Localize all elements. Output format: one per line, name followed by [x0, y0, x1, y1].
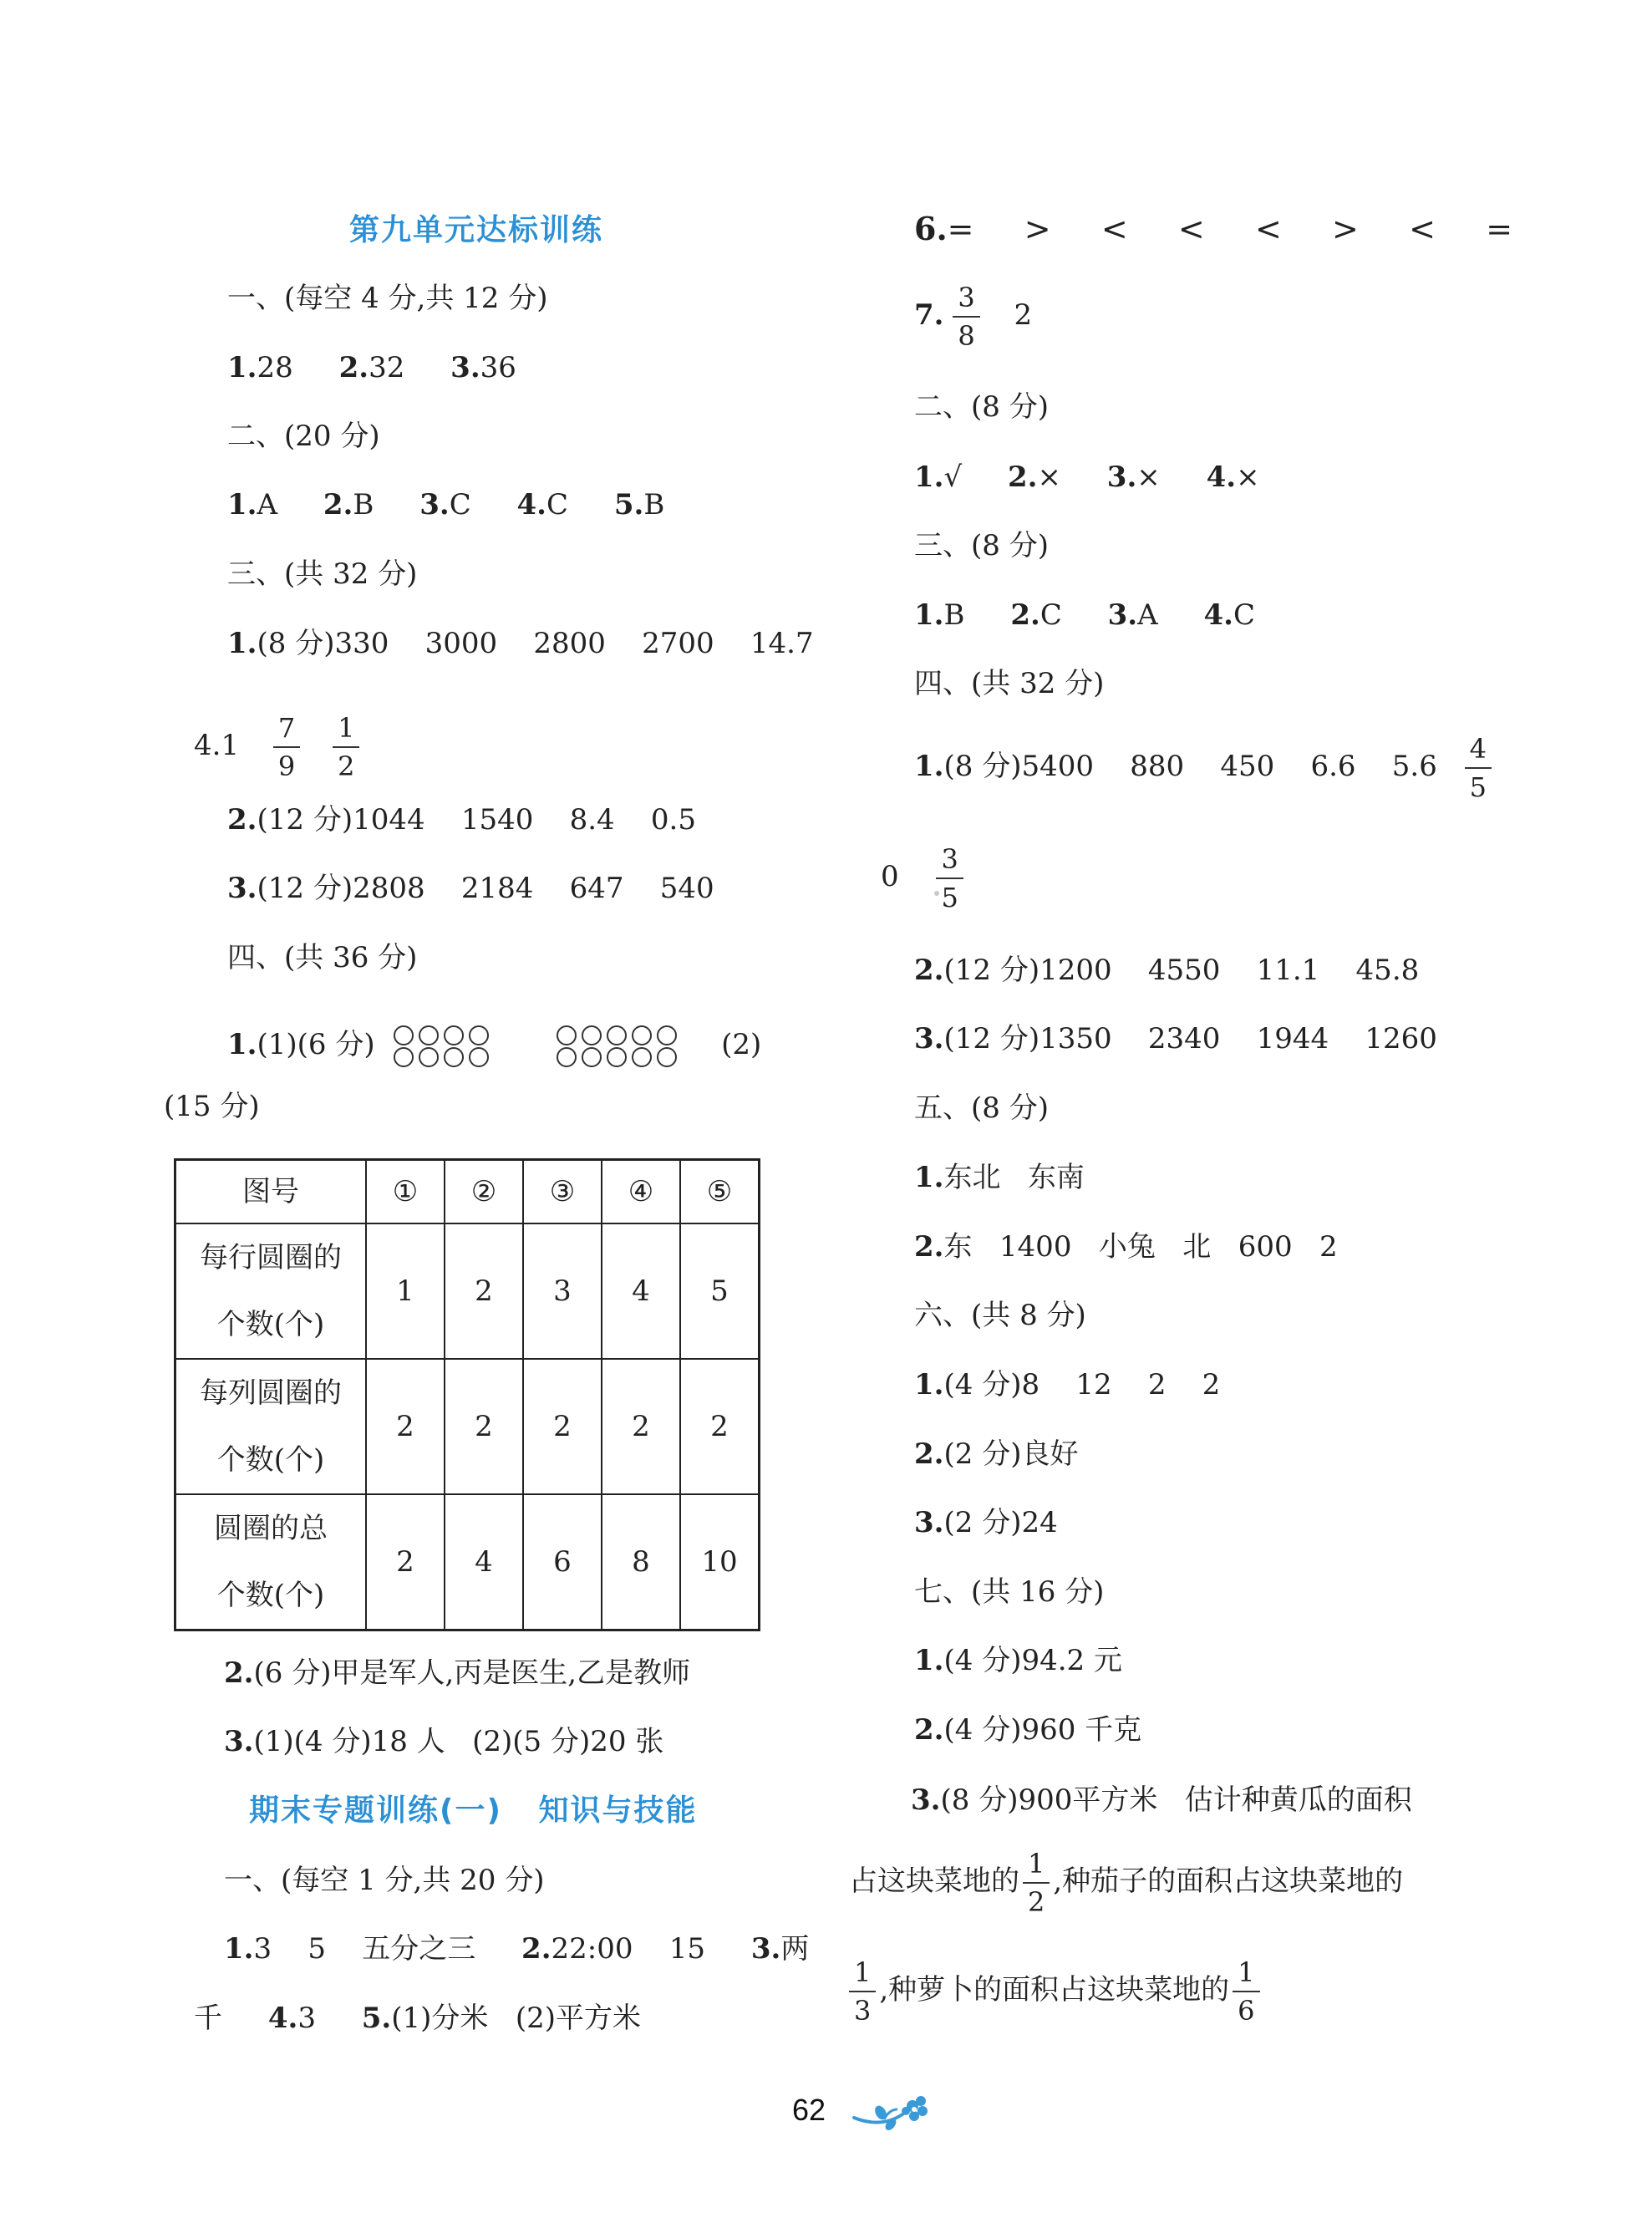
table-cell: 2 [366, 1494, 445, 1630]
left-s3-q1 [227, 627, 814, 660]
answer-number: 3. [450, 351, 480, 384]
question-number: 2. [224, 1656, 254, 1690]
question-number: 3. [911, 1783, 941, 1817]
answer-number: 2. [1010, 598, 1040, 632]
answer-text: (1)(4 分)18 人 (2)(5 分)20 张 [253, 1725, 664, 1758]
answer-value: × [1136, 460, 1161, 494]
right-s7-q3 [911, 1783, 1412, 1817]
answer-text: 22:00 15 [551, 1932, 706, 1966]
right-s7-q2 [914, 1713, 1141, 1747]
answer-text: 两 [780, 1932, 810, 1966]
answer-value: A [1137, 598, 1158, 632]
question-number: 3. [227, 872, 257, 905]
fraction-numerator: 3 [953, 284, 979, 318]
fraction-numerator: 4 [1465, 735, 1492, 769]
right-section-3-answers [914, 598, 1255, 632]
answer-text: (2 分)良好 [943, 1437, 1079, 1471]
answer-text: 0 [881, 860, 899, 893]
fraction-denominator: 5 [941, 882, 958, 913]
fraction-denominator: 3 [854, 1995, 872, 2027]
table-header-cell: ③ [523, 1160, 602, 1224]
row-label-line: 圆圈的总 [214, 1512, 328, 1545]
right-s4-q2 [914, 954, 1419, 987]
left-s4-q1 [227, 1021, 761, 1067]
question-number: 1. [914, 1644, 944, 1677]
fraction [953, 282, 979, 352]
answer-text: (8 分)900平方米 估计种黄瓜的面积 [940, 1783, 1412, 1817]
circle-figure-2 [557, 1025, 682, 1067]
left-s3-q2 [227, 803, 696, 837]
right-s4-q1-continued [881, 843, 970, 913]
question-number: 2. [914, 1437, 944, 1471]
answer-text: (2) [721, 1028, 762, 1061]
row-label-line: 个数(个) [216, 1308, 325, 1341]
table-cell: 1 [366, 1223, 445, 1359]
answer-text: = > < < < > < = [947, 211, 1518, 247]
answer-number: 2. [1007, 460, 1038, 494]
answer-value: B [943, 598, 965, 632]
right-s6-q2 [914, 1437, 1078, 1471]
left-section-1-heading: 一、(每空 4 分,共 12 分) [227, 282, 548, 315]
answer-value: C [449, 488, 471, 521]
row-label-line: 个数(个) [216, 1579, 325, 1612]
row-label-line: 每列圆圈的 [200, 1376, 342, 1410]
table-row-label [175, 1359, 367, 1494]
answer-value: 32 [369, 351, 405, 384]
left-t2-line-2 [194, 2002, 641, 2035]
answer-text: 东 1400 小兔 北 600 2 [943, 1230, 1338, 1264]
right-q6 [914, 212, 1517, 246]
right-s5-q2 [914, 1230, 1338, 1264]
answer-value: C [1233, 598, 1256, 632]
answer-number: 4. [1203, 598, 1234, 632]
fraction-numerator: 1 [849, 1959, 876, 1992]
right-s4-q1 [914, 735, 1498, 801]
table-cell: 2 [445, 1359, 523, 1494]
fraction [1465, 735, 1492, 801]
question-number: 3. [914, 1506, 944, 1539]
right-s6-q1 [914, 1368, 1220, 1401]
fraction-denominator: 5 [1469, 771, 1487, 803]
table-header-row [175, 1160, 760, 1224]
answer-number: 3. [419, 488, 450, 521]
answer-text: (1)分米 (2)平方米 [391, 2002, 642, 2035]
question-number: 2. [521, 1932, 552, 1966]
table-cell: 2 [523, 1359, 602, 1494]
left-s4-q1-continued: (15 分) [164, 1090, 260, 1123]
fraction [849, 1956, 876, 2027]
right-s4-q3 [914, 1022, 1437, 1056]
table-row [175, 1494, 760, 1630]
answer-text: (4 分)94.2 元 [943, 1644, 1122, 1677]
fraction-numerator: 1 [1233, 1959, 1259, 1992]
answer-value: C [546, 488, 569, 521]
left-section-2-heading: 二、(20 分) [227, 420, 380, 453]
table-row [175, 1359, 760, 1494]
question-number: 3. [914, 1022, 944, 1056]
section-title-final-training: 期末专题训练(一) 知识与技能 [249, 1793, 698, 1828]
table-cell: 2 [366, 1359, 445, 1494]
right-s6-q3 [914, 1506, 1058, 1539]
answer-text: 占这块菜地的 [849, 1864, 1019, 1898]
fraction-numerator: 1 [333, 715, 359, 748]
fraction [333, 712, 359, 782]
fraction-numerator: 1 [1023, 1850, 1050, 1884]
answer-value: B [643, 488, 665, 521]
question-number: 5. [361, 2002, 392, 2035]
left-t2-section-1-heading: 一、(每空 1 分,共 20 分) [224, 1864, 545, 1897]
question-number: 4. [267, 2002, 298, 2035]
answer-number: 5. [613, 488, 644, 521]
question-number: 6. [914, 210, 948, 247]
answer-text: 2 [1014, 298, 1033, 332]
answer-text: (4 分)960 千克 [943, 1713, 1142, 1747]
left-section-1-answers [227, 351, 516, 384]
answer-text: (12 分)1200 4550 11.1 45.8 [943, 954, 1420, 987]
answer-number: 1. [914, 460, 944, 494]
table-cell: 4 [445, 1494, 523, 1630]
answer-text: ,种萝卜的面积占这块菜地的 [879, 1973, 1230, 2007]
table-row-label [175, 1223, 367, 1359]
question-number: 2. [914, 954, 944, 987]
question-number: 3. [224, 1725, 254, 1758]
answer-text: (12 分)2808 2184 647 540 [257, 872, 714, 905]
left-s3-q3 [227, 872, 714, 905]
question-number: 2. [914, 1230, 944, 1264]
fraction-denominator: 2 [1028, 1886, 1045, 1918]
table-cell: 5 [680, 1223, 760, 1359]
left-section-2-answers [227, 488, 664, 521]
answer-text: 东北 东南 [943, 1161, 1085, 1194]
right-section-5-heading: 五、(8 分) [914, 1091, 1049, 1125]
right-section-7-heading: 七、(共 16 分) [914, 1575, 1105, 1609]
flower-vine-icon [851, 2091, 938, 2133]
question-number: 1. [224, 1932, 254, 1966]
fraction-denominator: 9 [277, 750, 296, 782]
fraction [1023, 1848, 1050, 1918]
fraction-numerator: 3 [936, 846, 963, 879]
answer-value: B [353, 488, 374, 521]
answer-number: 1. [227, 488, 257, 521]
right-section-4-heading: 四、(共 32 分) [914, 667, 1105, 700]
question-number: 1. [914, 750, 944, 783]
right-s7-q3-line-2 [849, 1848, 1404, 1918]
right-s7-q1 [914, 1644, 1122, 1677]
answer-text: 4.1 [194, 729, 240, 762]
table-cell: 2 [680, 1359, 760, 1494]
answer-text: (6 分)甲是军人,丙是医生,乙是教师 [253, 1656, 691, 1690]
table-header-cell: ① [366, 1160, 445, 1224]
table-header-cell: ⑤ [680, 1160, 760, 1224]
table-row [175, 1223, 760, 1359]
answer-text: (8 分)5400 880 450 6.6 5.6 [943, 750, 1437, 783]
answer-value: × [1037, 460, 1061, 494]
left-s4-q3 [224, 1725, 663, 1758]
left-section-3-heading: 三、(共 32 分) [227, 557, 418, 591]
question-number: 1. [227, 1028, 257, 1061]
left-t2-line-1 [224, 1932, 809, 1966]
table-cell: 2 [445, 1223, 523, 1359]
left-s4-q2 [224, 1656, 690, 1690]
right-section-3-heading: 三、(8 分) [914, 529, 1049, 562]
table-header-cell: 图号 [175, 1160, 367, 1224]
right-section-2-heading: 二、(8 分) [914, 390, 1049, 424]
section-title-unit9: 第九单元达标训练 [349, 213, 604, 247]
answer-text: (12 分)1044 1540 8.4 0.5 [257, 803, 696, 837]
left-section-4-heading: 四、(共 36 分) [227, 941, 418, 974]
speck-mark [934, 891, 939, 896]
answer-number: 1. [227, 351, 257, 384]
table-header-cell: ② [445, 1160, 523, 1224]
answer-number: 1. [914, 598, 944, 632]
question-number: 2. [227, 803, 257, 837]
answer-number: 3. [1106, 460, 1137, 494]
answer-text: (4 分)8 12 2 2 [943, 1368, 1221, 1401]
fraction-numerator: 7 [273, 715, 300, 748]
fraction-denominator: 2 [338, 750, 355, 782]
answer-value: A [257, 488, 278, 521]
answer-value: C [1039, 598, 1062, 632]
question-number: 3. [750, 1932, 781, 1966]
question-number: 7. [914, 298, 944, 332]
answer-text: ,种茄子的面积占这块菜地的 [1053, 1864, 1404, 1898]
circle-figure-1 [394, 1025, 494, 1067]
answer-value: 36 [480, 351, 516, 384]
answer-text: 3 [297, 2002, 316, 2035]
circle-count-table [174, 1158, 760, 1631]
question-number: 1. [227, 627, 257, 660]
fraction-denominator: 6 [1238, 1995, 1255, 2027]
row-label-line: 个数(个) [216, 1443, 325, 1477]
table-cell: 6 [523, 1494, 602, 1630]
right-s7-q3-line-3 [849, 1956, 1263, 2027]
answer-text: (8 分)330 3000 2800 2700 14.7 [257, 627, 814, 660]
table-header-cell: ④ [602, 1160, 680, 1224]
fraction [1233, 1956, 1259, 2027]
left-s3-q1-continued [194, 712, 366, 782]
row-label-line: 每行圆圈的 [200, 1241, 342, 1274]
table-cell: 8 [602, 1494, 680, 1630]
table-cell: 2 [602, 1359, 680, 1494]
answer-text: (12 分)1350 2340 1944 1260 [943, 1022, 1437, 1056]
question-number: 2. [914, 1713, 944, 1747]
answer-value: √ [943, 460, 963, 494]
answer-text: (1)(6 分) [257, 1028, 375, 1061]
answer-text: 3 5 五分之三 [253, 1932, 476, 1966]
right-s5-q1 [914, 1161, 1085, 1194]
fraction [273, 712, 300, 782]
fraction [936, 843, 963, 913]
answer-number: 3. [1107, 598, 1138, 632]
question-number: 1. [914, 1368, 944, 1401]
page-number: 62 [792, 2093, 826, 2127]
table-cell: 10 [680, 1494, 760, 1630]
answer-text: (2 分)24 [943, 1506, 1058, 1539]
question-number: 1. [914, 1161, 944, 1194]
answer-number: 4. [516, 488, 547, 521]
answer-value: 28 [257, 351, 293, 384]
answer-text: 千 [194, 2002, 222, 2035]
answer-number: 2. [323, 488, 353, 521]
answer-number: 2. [338, 351, 369, 384]
answer-value: × [1236, 460, 1260, 494]
table-cell: 3 [523, 1223, 602, 1359]
answer-number: 4. [1206, 460, 1237, 494]
right-section-6-heading: 六、(共 8 分) [914, 1299, 1086, 1332]
right-section-2-answers [914, 460, 1260, 494]
table-cell: 4 [602, 1223, 680, 1359]
right-q7 [914, 282, 1033, 352]
table-row-label [175, 1494, 367, 1630]
fraction-denominator: 8 [958, 320, 975, 352]
